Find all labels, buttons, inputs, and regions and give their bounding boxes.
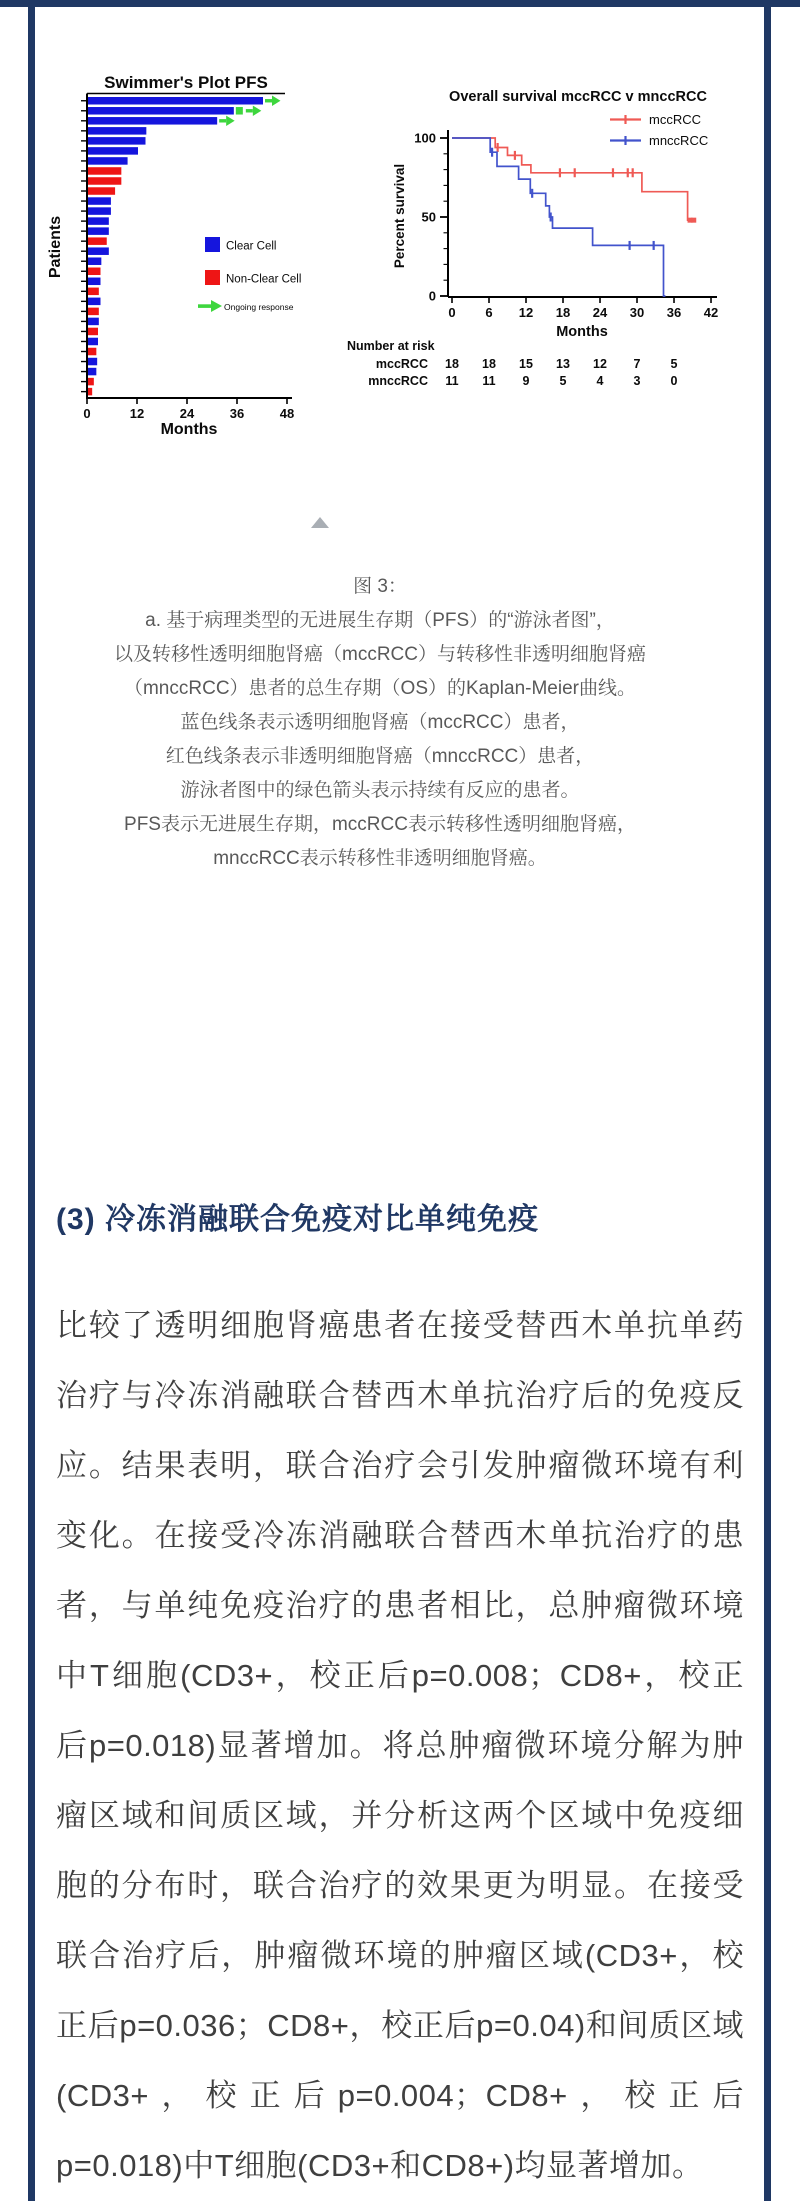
section-heading: (3) 冷冻消融联合免疫对比单纯免疫 [56,1203,539,1236]
svg-text:Months: Months [556,324,608,340]
svg-text:24: 24 [592,305,608,320]
caption-line: a. 基于病理类型的无进展生存期（PFS）的“游泳者图”， [145,610,615,631]
svg-text:0: 0 [448,305,456,320]
svg-text:36: 36 [229,406,245,421]
svg-text:Clear Cell: Clear Cell [226,240,277,253]
svg-text:Swimmer's Plot PFS: Swimmer's Plot PFS [104,73,268,92]
svg-text:12: 12 [593,357,607,371]
svg-text:13: 13 [556,357,570,371]
svg-text:12: 12 [129,406,145,421]
svg-text:mnccRCC: mnccRCC [368,374,428,388]
caption-line: （mnccRCC）患者的总生存期（OS）的Kaplan-Meier曲线。 [123,678,636,699]
svg-text:18: 18 [482,357,496,371]
caption-line: 游泳者图中的绿色箭头表示持续有反应的患者。 [180,780,580,801]
svg-text:Percent survival: Percent survival [392,163,407,269]
swimmer-plot [47,73,301,438]
svg-text:Non-Clear Cell: Non-Clear Cell [226,273,302,286]
svg-text:5: 5 [559,374,567,388]
svg-text:12: 12 [518,305,534,320]
figure-3-charts [0,0,800,455]
caption-line: 蓝色线条表示透明细胞肾癌（mccRCC）患者， [180,712,580,733]
svg-text:42: 42 [703,305,719,320]
svg-text:5: 5 [670,357,678,371]
svg-text:0: 0 [83,406,91,421]
svg-text:3: 3 [633,374,641,388]
svg-text:15: 15 [519,357,533,371]
svg-text:Months: Months [160,421,218,438]
caption-line: PFS表示无进展生存期，mccRCC表示转移性透明细胞肾癌， [124,814,636,835]
up-triangle-icon [311,517,329,528]
svg-text:11: 11 [482,374,496,388]
svg-text:18: 18 [555,305,571,320]
svg-text:48: 48 [279,406,295,421]
svg-text:30: 30 [629,305,645,320]
svg-text:36: 36 [666,305,682,320]
svg-text:24: 24 [179,406,195,421]
figure-label: 图 3： [353,576,407,597]
svg-text:Ongoing response: Ongoing response [224,302,294,312]
svg-text:mccRCC: mccRCC [649,112,701,127]
svg-text:9: 9 [522,374,530,388]
caption-line: mnccRCC表示转移性非透明细胞肾癌。 [213,848,547,869]
svg-text:mnccRCC: mnccRCC [649,133,709,148]
svg-text:Patients: Patients [47,215,64,279]
svg-text:mccRCC: mccRCC [375,357,428,371]
kaplan-meier-plot [347,89,718,388]
svg-text:0: 0 [428,288,436,304]
svg-text:Number at risk: Number at risk [347,339,435,353]
svg-text:50: 50 [421,209,436,225]
figure-caption [40,570,720,876]
svg-text:11: 11 [445,374,459,388]
svg-text:4: 4 [596,374,604,388]
svg-text:0: 0 [670,374,678,388]
svg-text:18: 18 [445,357,459,371]
svg-text:100: 100 [414,130,436,146]
svg-text:7: 7 [633,357,641,371]
svg-text:6: 6 [485,305,493,320]
section-paragraph: 比较了透明细胞肾癌患者在接受替西木单抗单药治疗与冷冻消融联合替西木单抗治疗后的免疫反应。结果表明，联合治疗会引发肿瘤微环境有利变化。在接受冷冻消融联合替西木单抗治疗的患者，与单纯免疫治疗的患者相比，总肿瘤微环境中T细胞(CD3+，校正后p=0.008；CD8+，校正后p=0.018)显著增加。将总肿瘤微环境分解为肿瘤区域和间质区域，并分析这两个区域中免疫细胞的分布时，联合治疗的效果更为明显。在接受联合治疗后，肿瘤微环境的肿瘤区域(CD3+，校正后p=0.036；CD8+，校正后p=0.04)和间质区域(CD3+，校正后p=0.004；CD8+，校正后p=0.018)中T细胞(CD3+和CD8+)均显著增加。 [56,1308,744,2183]
caption-line: 红色线条表示非透明细胞肾癌（mnccRCC）患者， [165,746,595,767]
caption-line: 以及转移性透明细胞肾癌（mccRCC）与转移性非透明细胞肾癌 [114,644,646,665]
svg-text:Overall survival mccRCC v mncc: Overall survival mccRCC v mnccRCC [449,89,707,105]
